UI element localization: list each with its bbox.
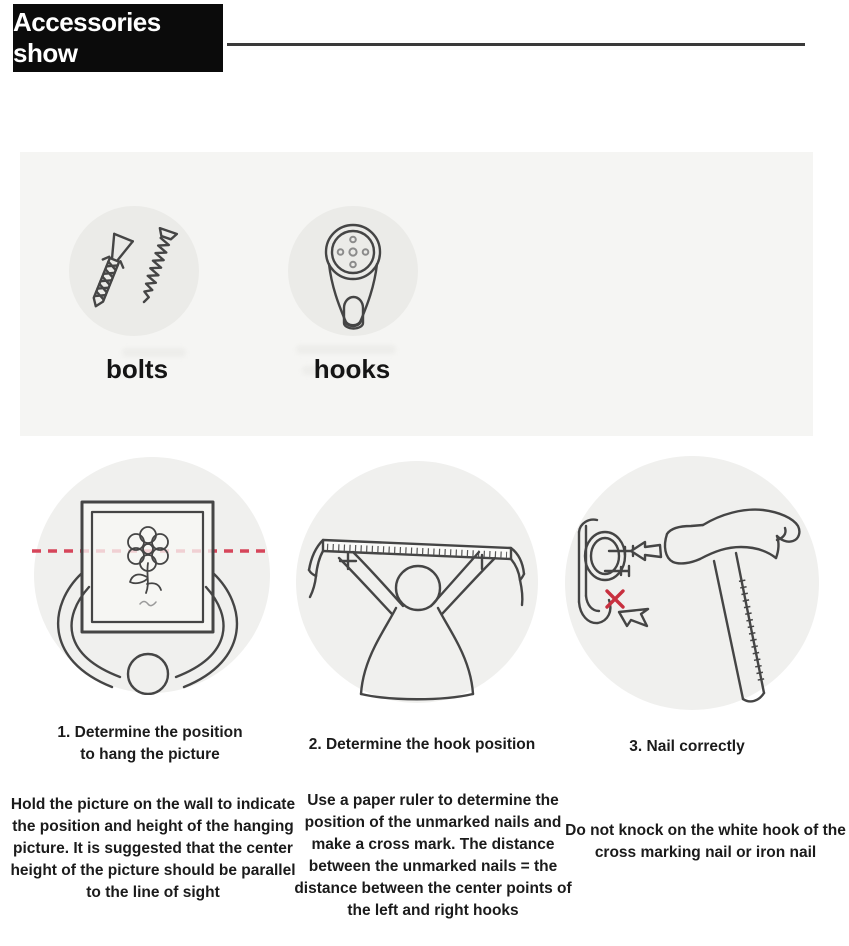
step2-caption: 2. Determine the hook position — [308, 736, 536, 753]
step3-caption: 3. Nail correctly — [629, 738, 745, 755]
accessories-panel — [20, 152, 813, 436]
section-title: Accessories show — [13, 7, 161, 68]
person-holding-paper-ruler-icon — [293, 458, 541, 706]
section-title-banner — [13, 4, 223, 72]
step1-description: Hold the picture on the wall to indicate the position and height of the hanging picture. It is suggested that the center height of the picture should be parallel to the line of sight — [10, 796, 296, 901]
person-holding-picture-on-wall-icon — [32, 455, 272, 695]
step1-caption: 1. Determine the position to hang the picture — [57, 724, 243, 764]
bolts-label: bolts — [105, 354, 169, 384]
header-divider-line — [227, 43, 805, 46]
wall-anchor-screw-icon — [64, 201, 204, 341]
step2-description: Use a paper ruler to determine the position of the unmarked nails and make a cross mark. The distance between the unmarked nails = the distance between the center points of the left and right hooks — [294, 792, 572, 919]
hooks-label: hooks — [313, 354, 391, 384]
faded-watermark — [296, 345, 396, 354]
hammer-and-hook-icon — [561, 452, 823, 714]
step3-description: Do not knock on the white hook of the cross marking nail or iron nail — [565, 822, 846, 861]
picture-hook-icon — [285, 202, 421, 340]
